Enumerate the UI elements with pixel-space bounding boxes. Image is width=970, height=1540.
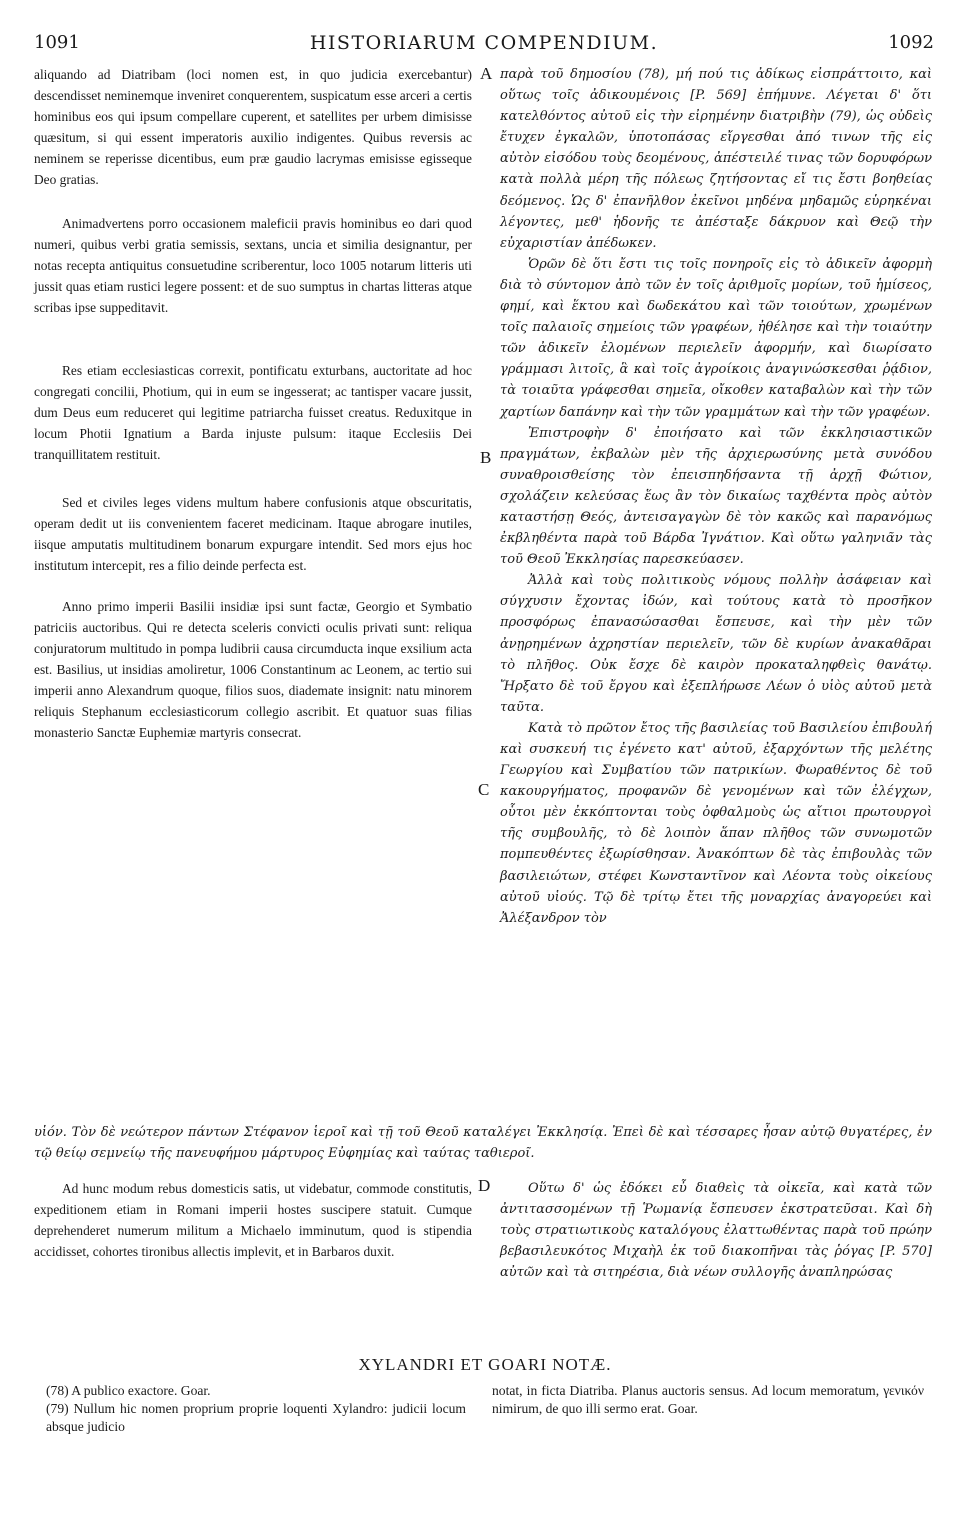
latin-paragraph: Res etiam ecclesiasticas correxit, pontificatu exturbans, auctoritate ad hoc congregati concilii, Photium, qui in eum se ingesserat; ac tantisper vacare jussit, dum Deus eum reduceret qui legitime patriarcha fuisset creatus. Reduxitque in locum Photii Ignatium a Barda injuste pulsum: itaque Ecclesiis Dei tranquillitatem restituit.	[34, 363, 472, 463]
footnote: notat, in ficta Diatriba. Planus auctoris sensus. Ad locum memoratum, γενικόν nimirum, de quo illi sermo erat. Goar.	[492, 1383, 924, 1416]
greek-paragraph: παρὰ τοῦ δημοσίου (78), μή πού τις ἀδίκως εἰσπράττοιτο, καὶ οὕτως τοῖς ἀδικουμένοις [P. 569] ἐπήμυνε. Λέγεται δ' ὅτι κατελθόντος αὐτοῦ εἰς τὴν εἰρημένην διατριβὴν (79), ὡς οὐδεὶς ἔτυχεν ἐγκαλῶν, ὑποτοπάσας εἴργεσθαι ἀπό τινων τῆς εἰς αὐτὸν εἰσόδου τοὺς δεομένους, ἀπέστειλέ τινας τῶν δορυφόρων κατὰ πολλὰ μέρη τῆς πόλεως ζητήσοντας εἴ τις ἔστι βοηθείας δεόμενος. Ὡς δ' ἐπανῆλθον ἐκεῖνοι μηδένα μηδαμῶς εὑρηκέναι λέγοντες, μεθ' ἡδονῆς τε ἀπέσταξε δάκρυον καὶ Θεῷ τὴν εὐχαριστίαν ἀπέδωκεν.	[500, 67, 932, 251]
running-title: HISTORIARUM COMPENDIUM.	[309, 32, 659, 54]
notes-left-column	[46, 1382, 466, 1436]
latin-paragraph: Ad hunc modum rebus domesticis satis, ut videbatur, commode constitutis, expeditionem etiam in Romani imperii hostes suscipere statuit. Cumque deprehenderet numerum militum a Michaelo imminutum, quod is stipendia accidisset, cohortes tironibus allectis implevit, et in Barbaros duxit.	[34, 1181, 472, 1260]
footnote: (79) Nullum hic nomen proprium proprie loquenti Xylandro: judicii locum absque judicio	[46, 1401, 466, 1434]
section-marker-a: A	[480, 64, 493, 83]
greek-paragraph: Οὕτω δ' ὡς ἐδόκει εὖ διαθεὶς τὰ οἰκεῖα, καὶ κατὰ τῶν ἀντιτασσομένων τῇ Ῥωμανίᾳ ἔσπευσεν ἐκστρατεῦσαι. Καὶ δὴ τοὺς στρατιωτικοὺς καταλόγους ἐλαττωθέντας παρὰ τοῦ πρώην βεβασιλευκότος Μιχαὴλ ἐκ τοῦ διακοπῆναι τὰς ῥόγας [P. 570] αὐτῶν καὶ τὰ σιτηρέσια, διὰ νέων συλλογῆς ἀναπληρώσας	[500, 1181, 932, 1281]
greek-column-upper	[500, 64, 932, 929]
page-number-left: 1091	[34, 32, 80, 53]
latin-paragraph: Anno primo imperii Basilii insidiæ ipsi sunt factæ, Georgio et Symbatio patriciis auctoribus. Qui re detecta sceleris convicti oculis privati sunt: reliqua conjuratorum multitudo in pompa ludibrii causa circumducta inque exsilium acta est. Basilius, ut insidias amoliretur, 1006 Constantinum ac Leonem, ac tertio sui imperii anno Alexandrum quoque, filios suos, diademate insignit: natu minorem reliquis Stephanum ecclesiasticorum collegio ascribit. Et quatuor suas filias monasterio Sanctæ Euphemiæ martyris consecrat.	[34, 598, 472, 741]
greek-paragraph: Ἀλλὰ καὶ τοὺς πολιτικοὺς νόμους πολλὴν ἀσάφειαν καὶ σύγχυσιν ἔχοντας ἰδών, καὶ τούτους κατὰ τὸ προσῆκον προσφόρως ἐπανασώσασθαι ἔσπευσε, καὶ τὴν μὲν τῶν ἀνῃρημένων ἀχρηστίαν περιελεῖν, τῶν δὲ κυρίων ἀνακαθᾶραι τὸ πλῆθος. Οὐκ ἔσχε δὲ καιρὸν προκαταληφθεὶς θανάτῳ. Ἤρξατο δὲ τοῦ ἔργου καὶ ἐξεπλήρωσε Λέων ὁ υἱὸς αὐτοῦ μετὰ ταῦτα.	[500, 573, 932, 715]
full-width-greek-line: υἱόν. Τὸν δὲ νεώτερον πάντων Στέφανον ἱεροῖ καὶ τῇ τοῦ Θεοῦ καταλέγει Ἐκκλησίᾳ. Ἐπεὶ δὲ καὶ τέσσαρες ἦσαν αὐτῷ θυγατέρες, ἐν τῷ θείῳ σεμνείῳ τῆς πανευφήμου μάρτυρος Εὐφημίας καὶ ταύτας ταθιεροῖ.	[34, 1125, 932, 1161]
section-marker-d: D	[478, 1176, 491, 1195]
latin-column-lower	[34, 1178, 472, 1262]
section-marker-b: B	[480, 448, 492, 467]
greek-paragraph: Ὁρῶν δὲ ὅτι ἔστι τις τοῖς πονηροῖς εἰς τὸ ἀδικεῖν ἀφορμὴ διὰ τὸ σύντομον ἀπὸ τῶν ἐν τοῖς ἀριθμοῖς μορίων, τοῦ ἡμίσεος, φημί, καὶ ἕκτου καὶ δωδεκάτου καὶ τῶν τοιούτων, χρωμένων τοῖς παλαιοῖς σημείοις τῶν γραφέων, ἠθέλησε καὶ τὴν τοιαύτην τῶν ἀδικεῖν ἐλομένων περιελεῖν ἀφορμήν, καὶ διωρίσατο γράμμασι λιτοῖς, ἃ καὶ τοῖς ἀγροίκοις ἀναγινώσκεσθαι ῥᾴδιον, τὰ τοιαῦτα γράφεσθαι σημεῖα, οἴκοθεν καταβαλὼν καὶ τὴν τῶν χαρτίων δαπάνην καὶ τὴν τῶν γραμμάτων καὶ τὴν τῶν γραφέων.	[500, 256, 932, 420]
running-header	[34, 32, 934, 58]
greek-column-lower	[500, 1178, 932, 1283]
notes-right-column	[492, 1382, 924, 1418]
latin-paragraph: Animadvertens porro occasionem maleficii pravis hominibus eo dari quod numeri, quibus verbi gratia semissis, sextans, uncia et similia designantur, per notas recepta antiquitus consuetudine scriberentur, loco 1005 notarum litteris uti jussit quas etiam rustici legere possent: et de suo sumptus in chartas litteras atque scribas ipse suppeditavit.	[34, 215, 472, 315]
latin-paragraph: Sed et civiles leges videns multum habere confusionis atque obscuritatis, operam dedit ut iis convenientem faceret medicinam. Itaque abrogare inutiles, iisque amputatis multitudinem bonarum expurgare intendit. Sed mors ejus hoc institutum intercepit, res a filio deinde perfecta est.	[34, 494, 472, 573]
page-number-right: 1092	[888, 32, 934, 53]
greek-paragraph: Ἐπιστροφὴν δ' ἐποιήσατο καὶ τῶν ἐκκλησιαστικῶν πραγμάτων, ἐκβαλὼν μὲν τῆς ἀρχιερωσύνης μετὰ συνόδου συναθροισθείσης τὸν ἐπεισπηδήσαντα τῇ ἀρχῇ Φώτιον, σχολάζειν κελεύσας ἕως ἂν τὸν δικαίως ταχθέντα πρὸς αὐτὸν καταστήσῃ Θεός, ἀντεισαγαγὼν δὲ τὸν κακῶς καὶ παρανόμως ἐκβληθέντα παρὰ τοῦ Βάρδα Ἰγνάτιον. Καὶ οὕτω γαληνιᾶν τὰς τοῦ Θεοῦ Ἐκκλησίας παρεσκεύασεν.	[500, 425, 932, 568]
greek-paragraph: Κατὰ τὸ πρῶτον ἔτος τῆς βασιλείας τοῦ Βασιλείου ἐπιβουλή καὶ συσκευή τις ἐγένετο κατ' αὐτοῦ, ἐξαρχόντων τῆς μελέτης Γεωργίου καὶ Συμβατίου τῶν πατρικίων. Φωραθέντος δὲ τοῦ κακουργήματος, προφανῶν δὲ γενομένων καὶ τῶν ἐλέγχων, οὗτοι μὲν ἐκκόπτονται τοὺς ὀφθαλμοὺς ὡς αἴτιοι πρωτουργοὶ τῆς συμβουλῆς, τὸ δὲ λοιπὸν ἅπαν πλῆθος τῶν συνωμοτῶν πομπευθέντες ἐξωρίσθησαν. Ἀνακόπτων δὲ τὰς ἐπιβουλὰς τῶν βασιλειώτων, στέφει Κωνσταντῖνον καὶ Λέοντα τοὺς οἰκείους αὐτοῦ υἱούς. Τῷ δὲ τρίτῳ ἔτει τῆς μοναρχίας ἀναγορεύει καὶ Ἀλέξανδρον τὸν	[500, 720, 932, 926]
notes-title: XYLANDRI ET GOARI NOTÆ.	[358, 1355, 612, 1374]
footnote: (78) A publico exactore. Goar.	[46, 1383, 211, 1398]
latin-column-upper	[34, 64, 472, 744]
latin-paragraph: aliquando ad Diatribam (loci nomen est, in quo judicia exercebantur) descendisset neminemque inveniret conquerentem, suspicatum esse arceri a certis hominibus eos qui ipsum compellare cuperent, et satellites per urbem dimisisse quæsitum, si qui essent imperatoris auxilio indigentes. Quibus reversis ac neminem se reperisse dicentibus, eum præ gaudio lacrymas emisisse egisseque Deo gratias.	[34, 67, 472, 188]
section-marker-c: C	[478, 780, 490, 799]
